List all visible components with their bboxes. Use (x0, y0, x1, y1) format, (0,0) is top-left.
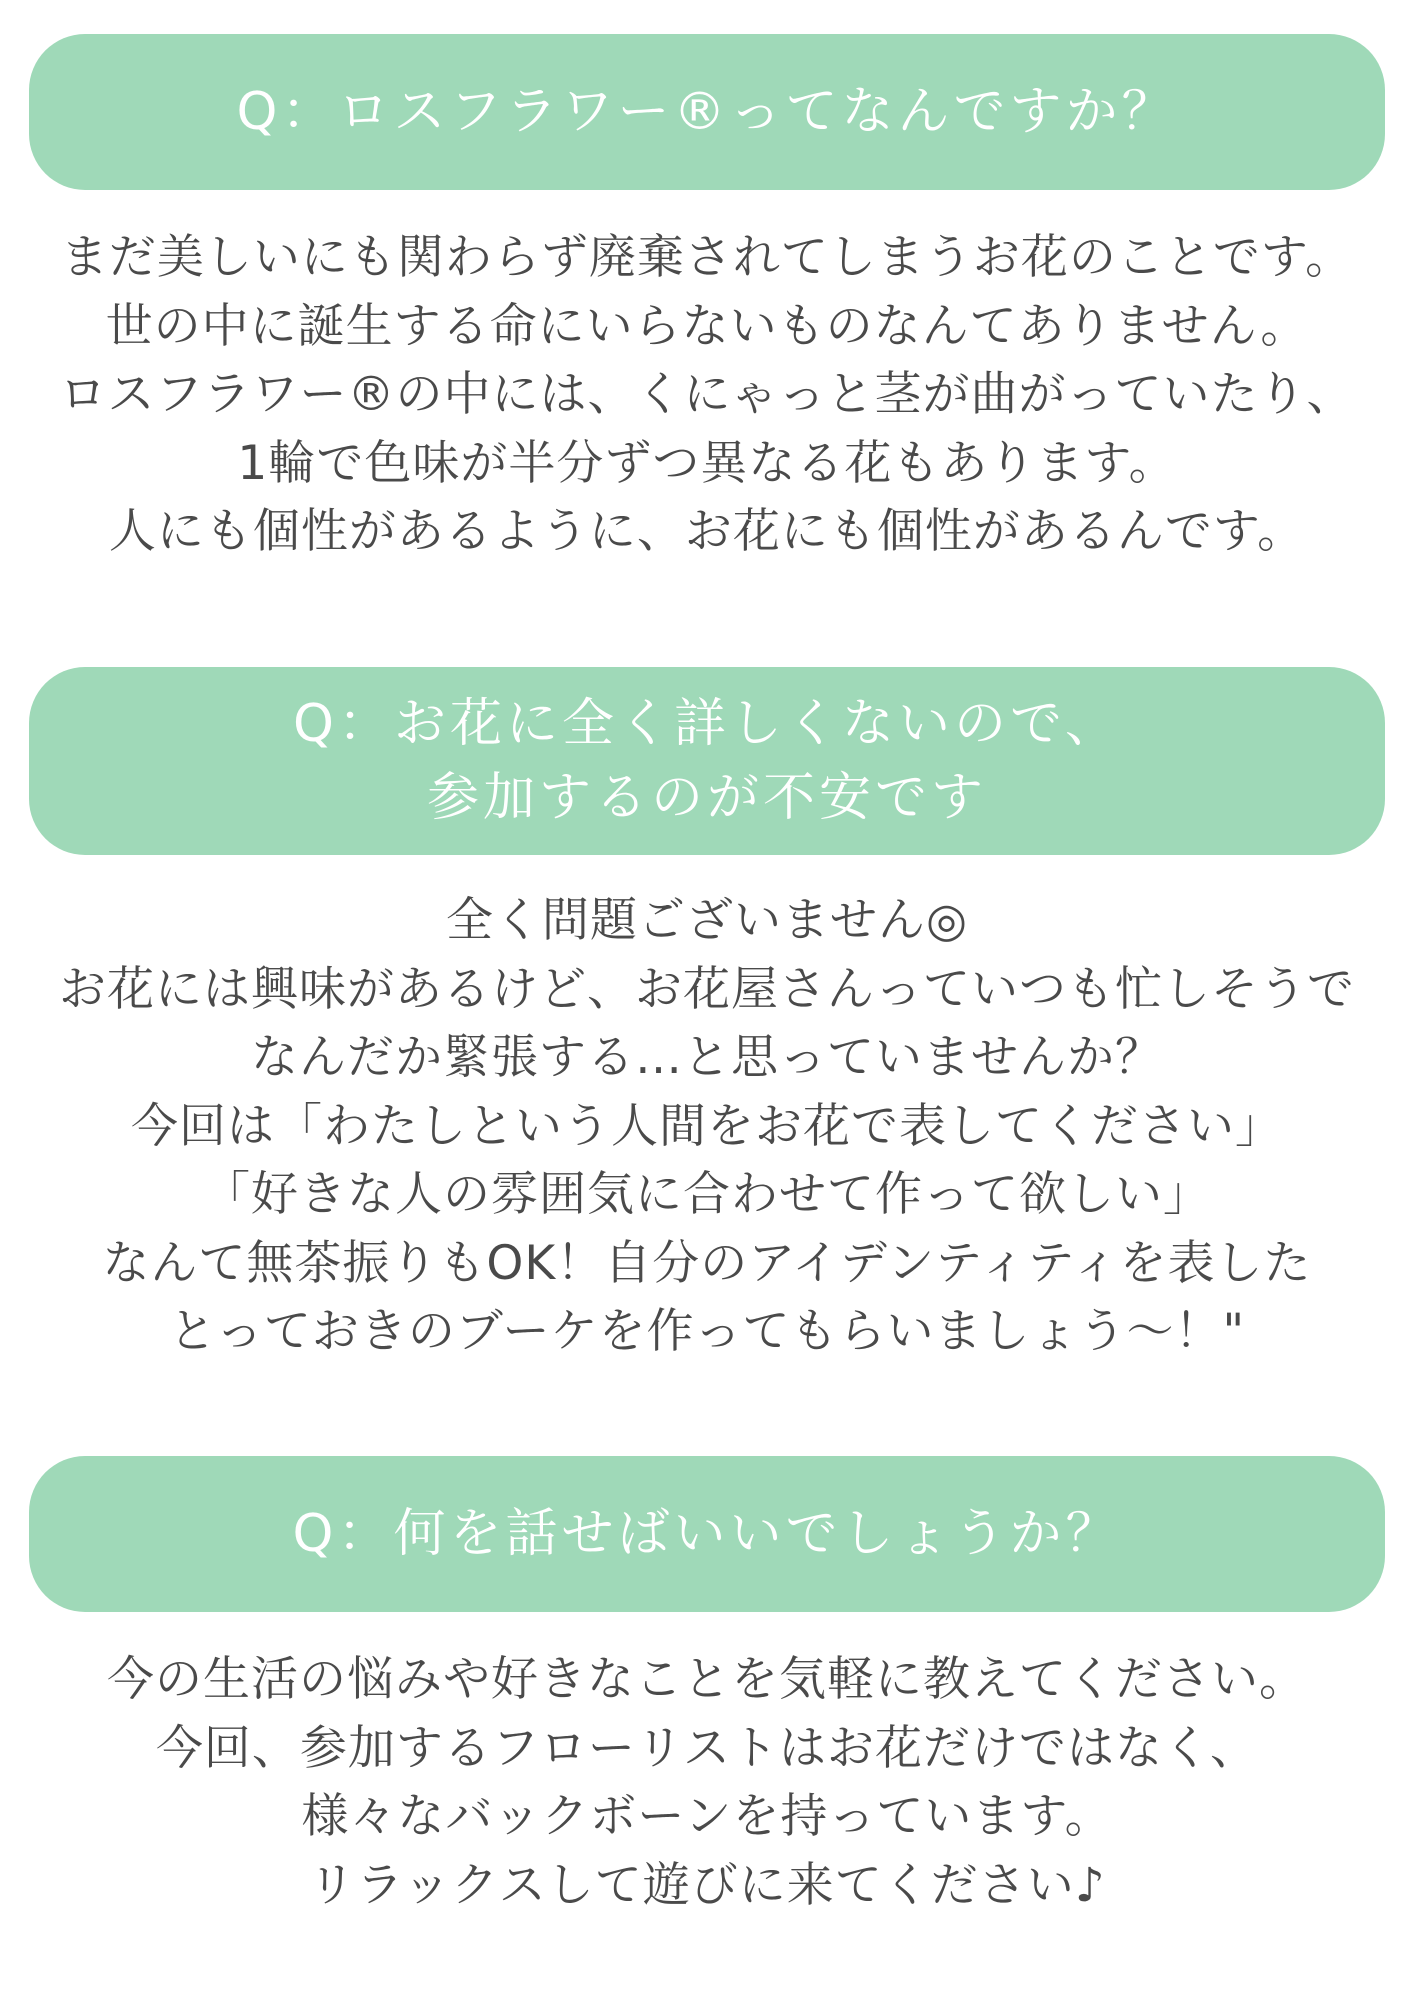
question-text: 参加するのが不安です (426, 768, 987, 828)
answer-line: 全く問題ございません◎ (445, 893, 968, 948)
answer-line: 世の中に誕生する命にいらないものなんてありません。 (105, 298, 1309, 354)
answer-line: ロスフラワー®の中には、くにゃっと茎が曲がっていたり、 (59, 367, 1355, 422)
answer-line: なんて無茶振りもOK！自分のアイデンティティを表した (102, 1235, 1312, 1291)
answer-line: まだ美しいにも関わらず廃棄されてしまうお花のことです。 (60, 230, 1354, 285)
answer-line: 今回、参加するフローリストはお花だけではなく、 (155, 1720, 1259, 1776)
question-banner (29, 1456, 1385, 1612)
question-text: Q：何を話せばいいでしょうか？ (292, 1504, 1122, 1564)
question-text: Q：ロスフラワー®ってなんですか？ (236, 82, 1178, 142)
answer-line: 今回は「わたしという人間をお花で表してください」 (131, 1098, 1283, 1154)
answer-line: なんだか緊張する…と思っていませんか？ (251, 1030, 1163, 1085)
answer-block (0, 887, 1414, 1367)
question-banner (29, 34, 1385, 190)
answer-line: 「好きな人の雰囲気に合わせて作って欲しい」 (203, 1167, 1211, 1222)
answer-line: お花には興味があるけど、お花屋さんっていつも忙しそうで (59, 961, 1355, 1017)
answer-line: とっておきのブーケを作ってもらいましょう〜！" (168, 1304, 1246, 1359)
answer-line: 様々なバックボーンを持っています。 (301, 1789, 1113, 1844)
question-text: Q：お花に全く詳しくないので、 (293, 694, 1121, 754)
answer-block (0, 224, 1414, 567)
answer-line: 人にも個性があるように、お花にも個性があるんです。 (108, 504, 1306, 559)
question-banner (29, 667, 1385, 855)
answer-line: 今の生活の悩みや好きなことを気軽に教えてください。 (107, 1652, 1307, 1707)
answer-line: 1輪で色味が半分ずつ異なる花もあります。 (237, 435, 1177, 491)
answer-line: リラックスして遊びに来てください♪ (308, 1857, 1106, 1913)
answer-block (0, 1646, 1414, 1920)
